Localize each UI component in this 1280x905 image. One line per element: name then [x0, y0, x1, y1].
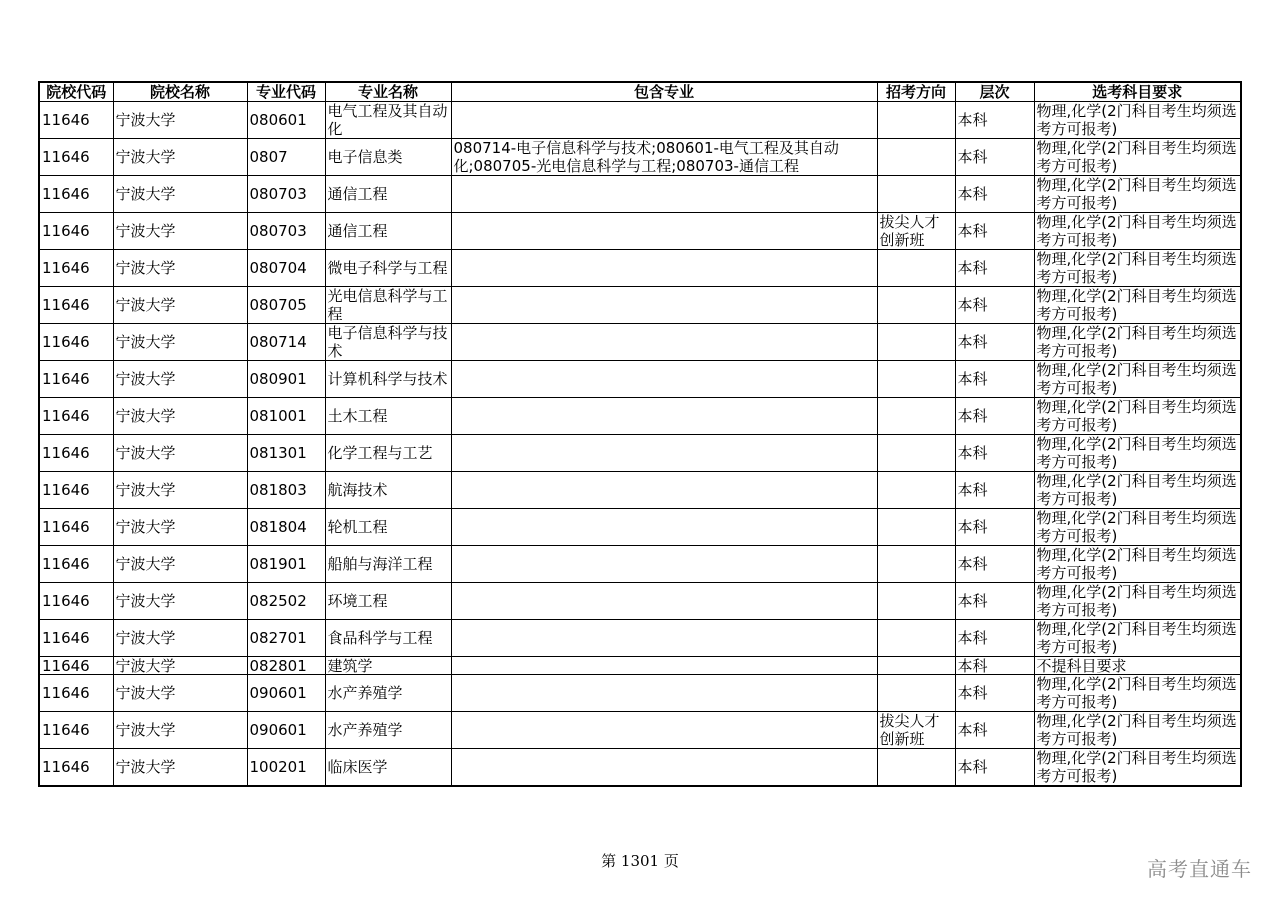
cell-included-majors: 080714-电子信息科学与技术;080601-电气工程及其自动化;080705-光电信息科学与工程;080703-通信工程 [451, 139, 877, 176]
cell-direction [877, 675, 955, 712]
cell-direction [877, 398, 955, 435]
cell-direction [877, 176, 955, 213]
cell-direction [877, 435, 955, 472]
cell-subject-requirement: 物理,化学(2门科目考生均须选考方可报考) [1034, 324, 1241, 361]
cell-subject-requirement: 不提科目要求 [1034, 657, 1241, 675]
cell-subject-requirement: 物理,化学(2门科目考生均须选考方可报考) [1034, 102, 1241, 139]
cell-major-name: 临床医学 [325, 749, 451, 787]
cell-major-code: 090601 [247, 675, 325, 712]
table-row [39, 546, 1241, 583]
header-major-name: 专业名称 [325, 82, 451, 102]
cell-subject-requirement: 物理,化学(2门科目考生均须选考方可报考) [1034, 287, 1241, 324]
cell-school-name: 宁波大学 [113, 509, 247, 546]
cell-school-code: 11646 [39, 620, 113, 657]
cell-major-name: 化学工程与工艺 [325, 435, 451, 472]
table-row [39, 361, 1241, 398]
cell-school-code: 11646 [39, 139, 113, 176]
cell-school-code: 11646 [39, 712, 113, 749]
cell-included-majors [451, 287, 877, 324]
table-row [39, 250, 1241, 287]
cell-major-code: 080705 [247, 287, 325, 324]
cell-subject-requirement: 物理,化学(2门科目考生均须选考方可报考) [1034, 176, 1241, 213]
header-school-code: 院校代码 [39, 82, 113, 102]
cell-school-code: 11646 [39, 213, 113, 250]
cell-major-name: 电气工程及其自动化 [325, 102, 451, 139]
cell-subject-requirement: 物理,化学(2门科目考生均须选考方可报考) [1034, 583, 1241, 620]
cell-school-code: 11646 [39, 102, 113, 139]
cell-level: 本科 [955, 675, 1034, 712]
cell-level: 本科 [955, 546, 1034, 583]
table-row [39, 102, 1241, 139]
cell-direction [877, 509, 955, 546]
cell-level: 本科 [955, 583, 1034, 620]
cell-included-majors [451, 583, 877, 620]
cell-school-code: 11646 [39, 287, 113, 324]
cell-direction [877, 287, 955, 324]
cell-direction [877, 620, 955, 657]
cell-subject-requirement: 物理,化学(2门科目考生均须选考方可报考) [1034, 250, 1241, 287]
header-direction: 招考方向 [877, 82, 955, 102]
cell-subject-requirement: 物理,化学(2门科目考生均须选考方可报考) [1034, 213, 1241, 250]
table-body [39, 102, 1241, 787]
cell-major-name: 轮机工程 [325, 509, 451, 546]
header-included-majors: 包含专业 [451, 82, 877, 102]
table-row [39, 176, 1241, 213]
page-number: 第 1301 页 [601, 852, 679, 870]
cell-major-name: 计算机科学与技术 [325, 361, 451, 398]
cell-school-name: 宁波大学 [113, 749, 247, 787]
cell-major-code: 082701 [247, 620, 325, 657]
cell-major-name: 通信工程 [325, 176, 451, 213]
cell-direction [877, 583, 955, 620]
cell-major-name: 水产养殖学 [325, 712, 451, 749]
cell-subject-requirement: 物理,化学(2门科目考生均须选考方可报考) [1034, 139, 1241, 176]
cell-included-majors [451, 324, 877, 361]
cell-included-majors [451, 472, 877, 509]
table-row [39, 657, 1241, 675]
cell-school-code: 11646 [39, 749, 113, 787]
cell-school-code: 11646 [39, 583, 113, 620]
table-row [39, 287, 1241, 324]
cell-major-name: 建筑学 [325, 657, 451, 675]
cell-school-code: 11646 [39, 250, 113, 287]
cell-major-code: 090601 [247, 712, 325, 749]
table-row [39, 324, 1241, 361]
cell-school-name: 宁波大学 [113, 657, 247, 675]
cell-school-name: 宁波大学 [113, 361, 247, 398]
cell-major-name: 电子信息类 [325, 139, 451, 176]
cell-school-name: 宁波大学 [113, 324, 247, 361]
cell-major-code: 080704 [247, 250, 325, 287]
header-school-name: 院校名称 [113, 82, 247, 102]
cell-subject-requirement: 物理,化学(2门科目考生均须选考方可报考) [1034, 749, 1241, 787]
cell-major-code: 080703 [247, 213, 325, 250]
cell-major-name: 食品科学与工程 [325, 620, 451, 657]
cell-included-majors [451, 749, 877, 787]
cell-level: 本科 [955, 287, 1034, 324]
cell-subject-requirement: 物理,化学(2门科目考生均须选考方可报考) [1034, 712, 1241, 749]
cell-level: 本科 [955, 620, 1034, 657]
cell-school-name: 宁波大学 [113, 287, 247, 324]
table-row [39, 398, 1241, 435]
cell-subject-requirement: 物理,化学(2门科目考生均须选考方可报考) [1034, 675, 1241, 712]
header-subject-requirement: 选考科目要求 [1034, 82, 1241, 102]
cell-major-name: 航海技术 [325, 472, 451, 509]
cell-level: 本科 [955, 712, 1034, 749]
cell-subject-requirement: 物理,化学(2门科目考生均须选考方可报考) [1034, 472, 1241, 509]
cell-school-code: 11646 [39, 435, 113, 472]
cell-major-code: 080901 [247, 361, 325, 398]
cell-major-code: 081901 [247, 546, 325, 583]
cell-included-majors [451, 435, 877, 472]
cell-direction [877, 324, 955, 361]
cell-direction: 拔尖人才创新班 [877, 712, 955, 749]
cell-major-code: 080714 [247, 324, 325, 361]
cell-major-name: 电子信息科学与技术 [325, 324, 451, 361]
cell-school-code: 11646 [39, 176, 113, 213]
cell-level: 本科 [955, 139, 1034, 176]
cell-level: 本科 [955, 250, 1034, 287]
cell-school-code: 11646 [39, 398, 113, 435]
cell-school-name: 宁波大学 [113, 675, 247, 712]
cell-school-name: 宁波大学 [113, 398, 247, 435]
cell-school-name: 宁波大学 [113, 176, 247, 213]
cell-level: 本科 [955, 102, 1034, 139]
cell-major-name: 土木工程 [325, 398, 451, 435]
cell-level: 本科 [955, 749, 1034, 787]
header-level: 层次 [955, 82, 1034, 102]
table-row [39, 509, 1241, 546]
cell-included-majors [451, 176, 877, 213]
cell-school-name: 宁波大学 [113, 213, 247, 250]
cell-included-majors [451, 546, 877, 583]
cell-major-code: 0807 [247, 139, 325, 176]
table-row [39, 675, 1241, 712]
cell-school-code: 11646 [39, 324, 113, 361]
cell-level: 本科 [955, 361, 1034, 398]
cell-major-code: 080601 [247, 102, 325, 139]
cell-subject-requirement: 物理,化学(2门科目考生均须选考方可报考) [1034, 546, 1241, 583]
table-row [39, 620, 1241, 657]
cell-direction [877, 361, 955, 398]
cell-level: 本科 [955, 176, 1034, 213]
cell-level: 本科 [955, 398, 1034, 435]
cell-level: 本科 [955, 435, 1034, 472]
cell-major-code: 082502 [247, 583, 325, 620]
cell-school-name: 宁波大学 [113, 102, 247, 139]
cell-school-code: 11646 [39, 361, 113, 398]
cell-level: 本科 [955, 324, 1034, 361]
table-header-row [39, 82, 1241, 102]
cell-school-code: 11646 [39, 546, 113, 583]
cell-major-name: 光电信息科学与工程 [325, 287, 451, 324]
cell-included-majors [451, 675, 877, 712]
table-row [39, 749, 1241, 787]
cell-major-name: 环境工程 [325, 583, 451, 620]
cell-direction [877, 250, 955, 287]
cell-school-name: 宁波大学 [113, 472, 247, 509]
cell-level: 本科 [955, 657, 1034, 675]
cell-subject-requirement: 物理,化学(2门科目考生均须选考方可报考) [1034, 435, 1241, 472]
cell-direction [877, 102, 955, 139]
cell-school-code: 11646 [39, 675, 113, 712]
cell-major-name: 微电子科学与工程 [325, 250, 451, 287]
cell-level: 本科 [955, 213, 1034, 250]
cell-subject-requirement: 物理,化学(2门科目考生均须选考方可报考) [1034, 509, 1241, 546]
cell-direction [877, 139, 955, 176]
cell-school-name: 宁波大学 [113, 139, 247, 176]
admission-table [38, 81, 1242, 787]
cell-school-name: 宁波大学 [113, 712, 247, 749]
cell-school-name: 宁波大学 [113, 435, 247, 472]
cell-direction [877, 472, 955, 509]
cell-included-majors [451, 620, 877, 657]
cell-major-name: 水产养殖学 [325, 675, 451, 712]
cell-level: 本科 [955, 509, 1034, 546]
cell-major-code: 100201 [247, 749, 325, 787]
table-row [39, 583, 1241, 620]
cell-major-name: 船舶与海洋工程 [325, 546, 451, 583]
cell-major-name: 通信工程 [325, 213, 451, 250]
cell-included-majors [451, 398, 877, 435]
cell-direction [877, 749, 955, 787]
cell-school-name: 宁波大学 [113, 620, 247, 657]
cell-included-majors [451, 102, 877, 139]
cell-school-name: 宁波大学 [113, 250, 247, 287]
cell-subject-requirement: 物理,化学(2门科目考生均须选考方可报考) [1034, 398, 1241, 435]
cell-included-majors [451, 213, 877, 250]
table-row [39, 712, 1241, 749]
cell-direction [877, 657, 955, 675]
watermark: 高考直通车 [1147, 857, 1252, 881]
table-row [39, 213, 1241, 250]
cell-included-majors [451, 509, 877, 546]
cell-direction [877, 546, 955, 583]
cell-school-name: 宁波大学 [113, 546, 247, 583]
cell-included-majors [451, 712, 877, 749]
table-row [39, 139, 1241, 176]
cell-school-code: 11646 [39, 472, 113, 509]
cell-subject-requirement: 物理,化学(2门科目考生均须选考方可报考) [1034, 361, 1241, 398]
table-row [39, 435, 1241, 472]
cell-school-name: 宁波大学 [113, 583, 247, 620]
cell-direction: 拔尖人才创新班 [877, 213, 955, 250]
table-row [39, 472, 1241, 509]
cell-major-code: 081301 [247, 435, 325, 472]
cell-school-code: 11646 [39, 657, 113, 675]
cell-major-code: 081804 [247, 509, 325, 546]
header-major-code: 专业代码 [247, 82, 325, 102]
cell-included-majors [451, 250, 877, 287]
cell-included-majors [451, 361, 877, 398]
cell-major-code: 081001 [247, 398, 325, 435]
cell-included-majors [451, 657, 877, 675]
cell-major-code: 081803 [247, 472, 325, 509]
cell-major-code: 082801 [247, 657, 325, 675]
cell-level: 本科 [955, 472, 1034, 509]
cell-subject-requirement: 物理,化学(2门科目考生均须选考方可报考) [1034, 620, 1241, 657]
cell-major-code: 080703 [247, 176, 325, 213]
cell-school-code: 11646 [39, 509, 113, 546]
